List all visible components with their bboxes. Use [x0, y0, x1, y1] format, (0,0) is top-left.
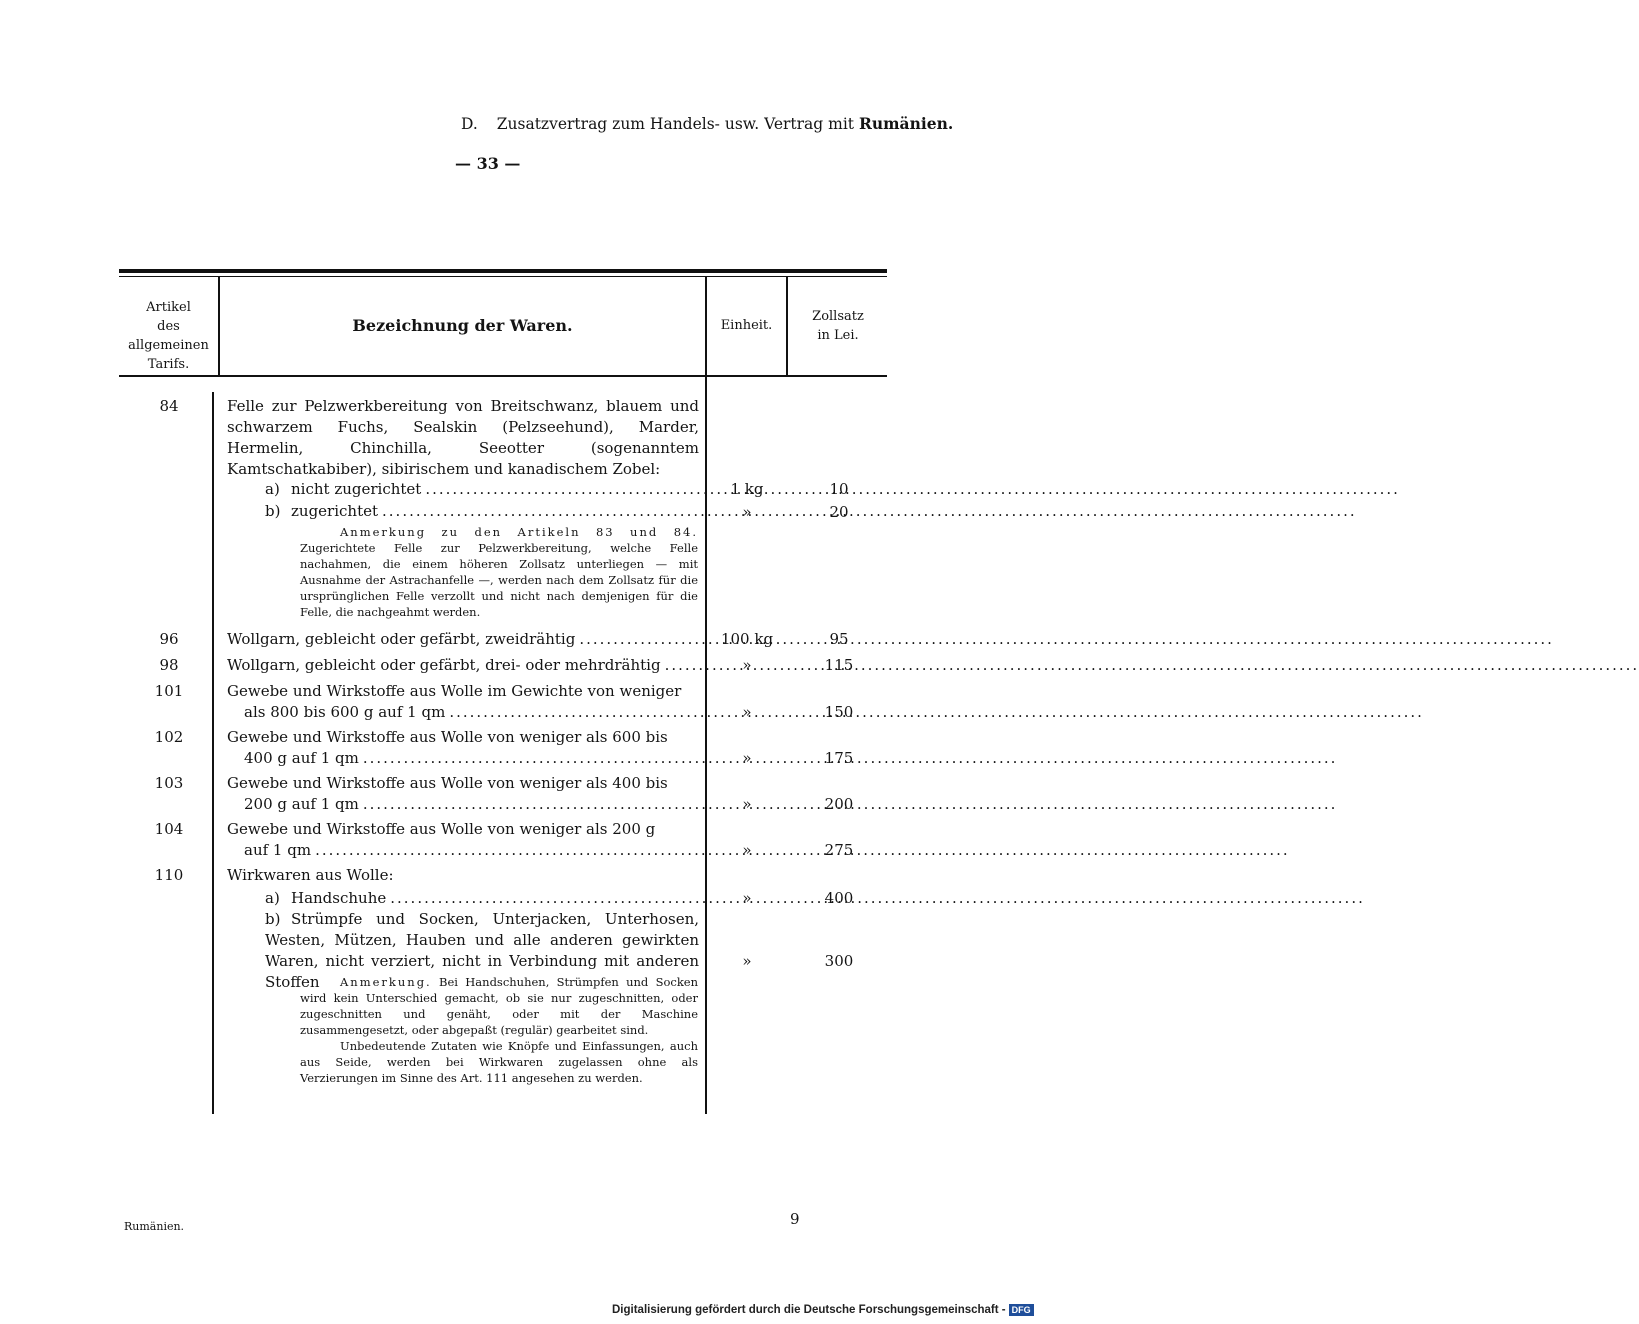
rate-value: 10 — [829, 480, 849, 498]
running-title-country: Rumänien. — [858, 114, 954, 133]
header-rate: Zollsatz in Lei. — [812, 309, 864, 343]
subitem-a: a) nicht zugerichtet ..... — [265, 479, 699, 500]
unit-value: » — [742, 952, 752, 970]
header-article: Artikel des allgemeinen Tarifs. — [128, 300, 209, 372]
item-description: Gewebe und Wirkstoffe aus Wolle von weniger als 400 bis — [227, 774, 668, 792]
page-number: — 33 — — [455, 154, 521, 173]
item-description: Felle zur Pelzwerkbereitung von Breitschwanz, blauem und schwarzem Fuchs, Sealskin (Pelzseehund), Marder, Hermelin, Chinchilla, Seeotter (sogenanntem Kamtschatkabiber), sibirischem und kanadischem Zobel: — [227, 397, 699, 478]
rate-value: 115 — [824, 656, 854, 674]
item-description: Gewebe und Wirkstoffe aus Wolle von weniger als 600 bis — [227, 728, 668, 746]
article-number: 102 — [154, 728, 184, 746]
item-description-cont: 200 g auf 1 qm ..... — [244, 794, 699, 815]
rate-value: 200 — [824, 795, 854, 813]
item-description-cont: als 800 bis 600 g auf 1 qm ..... — [244, 702, 699, 723]
unit-value: » — [742, 749, 752, 767]
article-number: 84 — [159, 397, 179, 415]
item-description: Wollgarn, gebleicht oder gefärbt, drei- oder mehrdrähtig ..... — [227, 655, 699, 676]
article-number: 101 — [154, 682, 184, 700]
rate-value: 300 — [824, 952, 854, 970]
unit-value: » — [742, 795, 752, 813]
header-unit: Einheit. — [720, 318, 773, 333]
rate-value: 275 — [824, 841, 854, 859]
rate-value: 400 — [824, 889, 854, 907]
article-number: 110 — [154, 866, 184, 884]
article-number: 103 — [154, 774, 184, 792]
column-divider-1-body — [212, 392, 214, 1114]
rate-value: 20 — [829, 503, 849, 521]
column-divider-2 — [705, 277, 707, 1114]
signature-mark: 9 — [790, 1210, 800, 1228]
item-description: Gewebe und Wirkstoffe aus Wolle von weniger als 200 g — [227, 820, 656, 838]
subitem-a: a) Handschuhe ..... — [265, 888, 699, 909]
item-description: Wollgarn, gebleicht oder gefärbt, zweidrähtig ..... — [227, 629, 699, 650]
section-letter: D. — [461, 115, 478, 133]
running-head — [461, 114, 954, 133]
table-top-rule — [119, 269, 887, 273]
article-number: 104 — [154, 820, 184, 838]
rate-value: 150 — [824, 703, 854, 721]
unit-value: » — [742, 703, 752, 721]
item-description: Wirkwaren aus Wolle: — [227, 866, 394, 884]
table-top-rule-thin — [119, 276, 887, 277]
subitem-b: b) zugerichtet ..... — [265, 501, 699, 522]
footer-country: Rumänien. — [124, 1220, 185, 1233]
article-number: 98 — [159, 656, 179, 674]
note-article-110: Anmerkung. Bei Handschuhen, Strümpfen und Socken wird kein Unterschied gemacht, ob sie nur zugeschnitten, oder zugeschnitten und genäht, oder mit der Maschine zusammengesetzt, oder abgepaßt (regulär) gearbeitet sind. Unbedeutende Zutaten wie Knöpfe und Einfassungen, auch aus Seide, werden bei Wirkwaren zugelassen ohne als Verzierungen im Sinne des Art. 111 angesehen zu werden. — [300, 975, 699, 1085]
item-description-cont: auf 1 qm ..... — [244, 840, 699, 861]
subitem-b: b) Strümpfe und Socken, Unterjacken, Unterhosen, Westen, Mützen, Hauben und alle anderen gewirkten Waren, nicht verziert, nicht in Verbindung mit anderen Stoffen — [265, 910, 699, 991]
item-description: Gewebe und Wirkstoffe aus Wolle im Gewichte von weniger — [227, 682, 682, 700]
unit-value: » — [742, 503, 752, 521]
unit-value: » — [742, 889, 752, 907]
unit-value: 1 kg — [730, 480, 764, 498]
running-title: Zusatzvertrag zum Handels- usw. Vertrag mit — [496, 115, 855, 133]
rate-value: 95 — [829, 630, 849, 648]
unit-value: » — [742, 656, 752, 674]
rate-value: 175 — [824, 749, 854, 767]
table-header-rule — [119, 375, 887, 377]
dfg-logo-icon: DFG — [1009, 1304, 1034, 1316]
digitization-note: Digitalisierung gefördert durch die Deutsche Forschungsgemeinschaft - DFG — [612, 1304, 1034, 1316]
unit-value: 100 kg — [720, 630, 774, 648]
article-number: 96 — [159, 630, 179, 648]
header-description: Bezeichnung der Waren. — [352, 316, 573, 335]
unit-value: » — [742, 841, 752, 859]
note-articles-83-84: Anmerkung zu den Artikeln 83 und 84. Zugerichtete Felle zur Pelzwerkbereitung, welche Felle nachahmen, die einem höheren Zollsatz unterliegen — mit Ausnahme der Astrachanfelle —, werden nach dem Zollsatz für die ursprünglichen Felle verzollt und nicht nach demjenigen für die Felle, die nachgeahmt werden. — [300, 525, 698, 619]
item-description-cont: 400 g auf 1 qm ..... — [244, 748, 699, 769]
